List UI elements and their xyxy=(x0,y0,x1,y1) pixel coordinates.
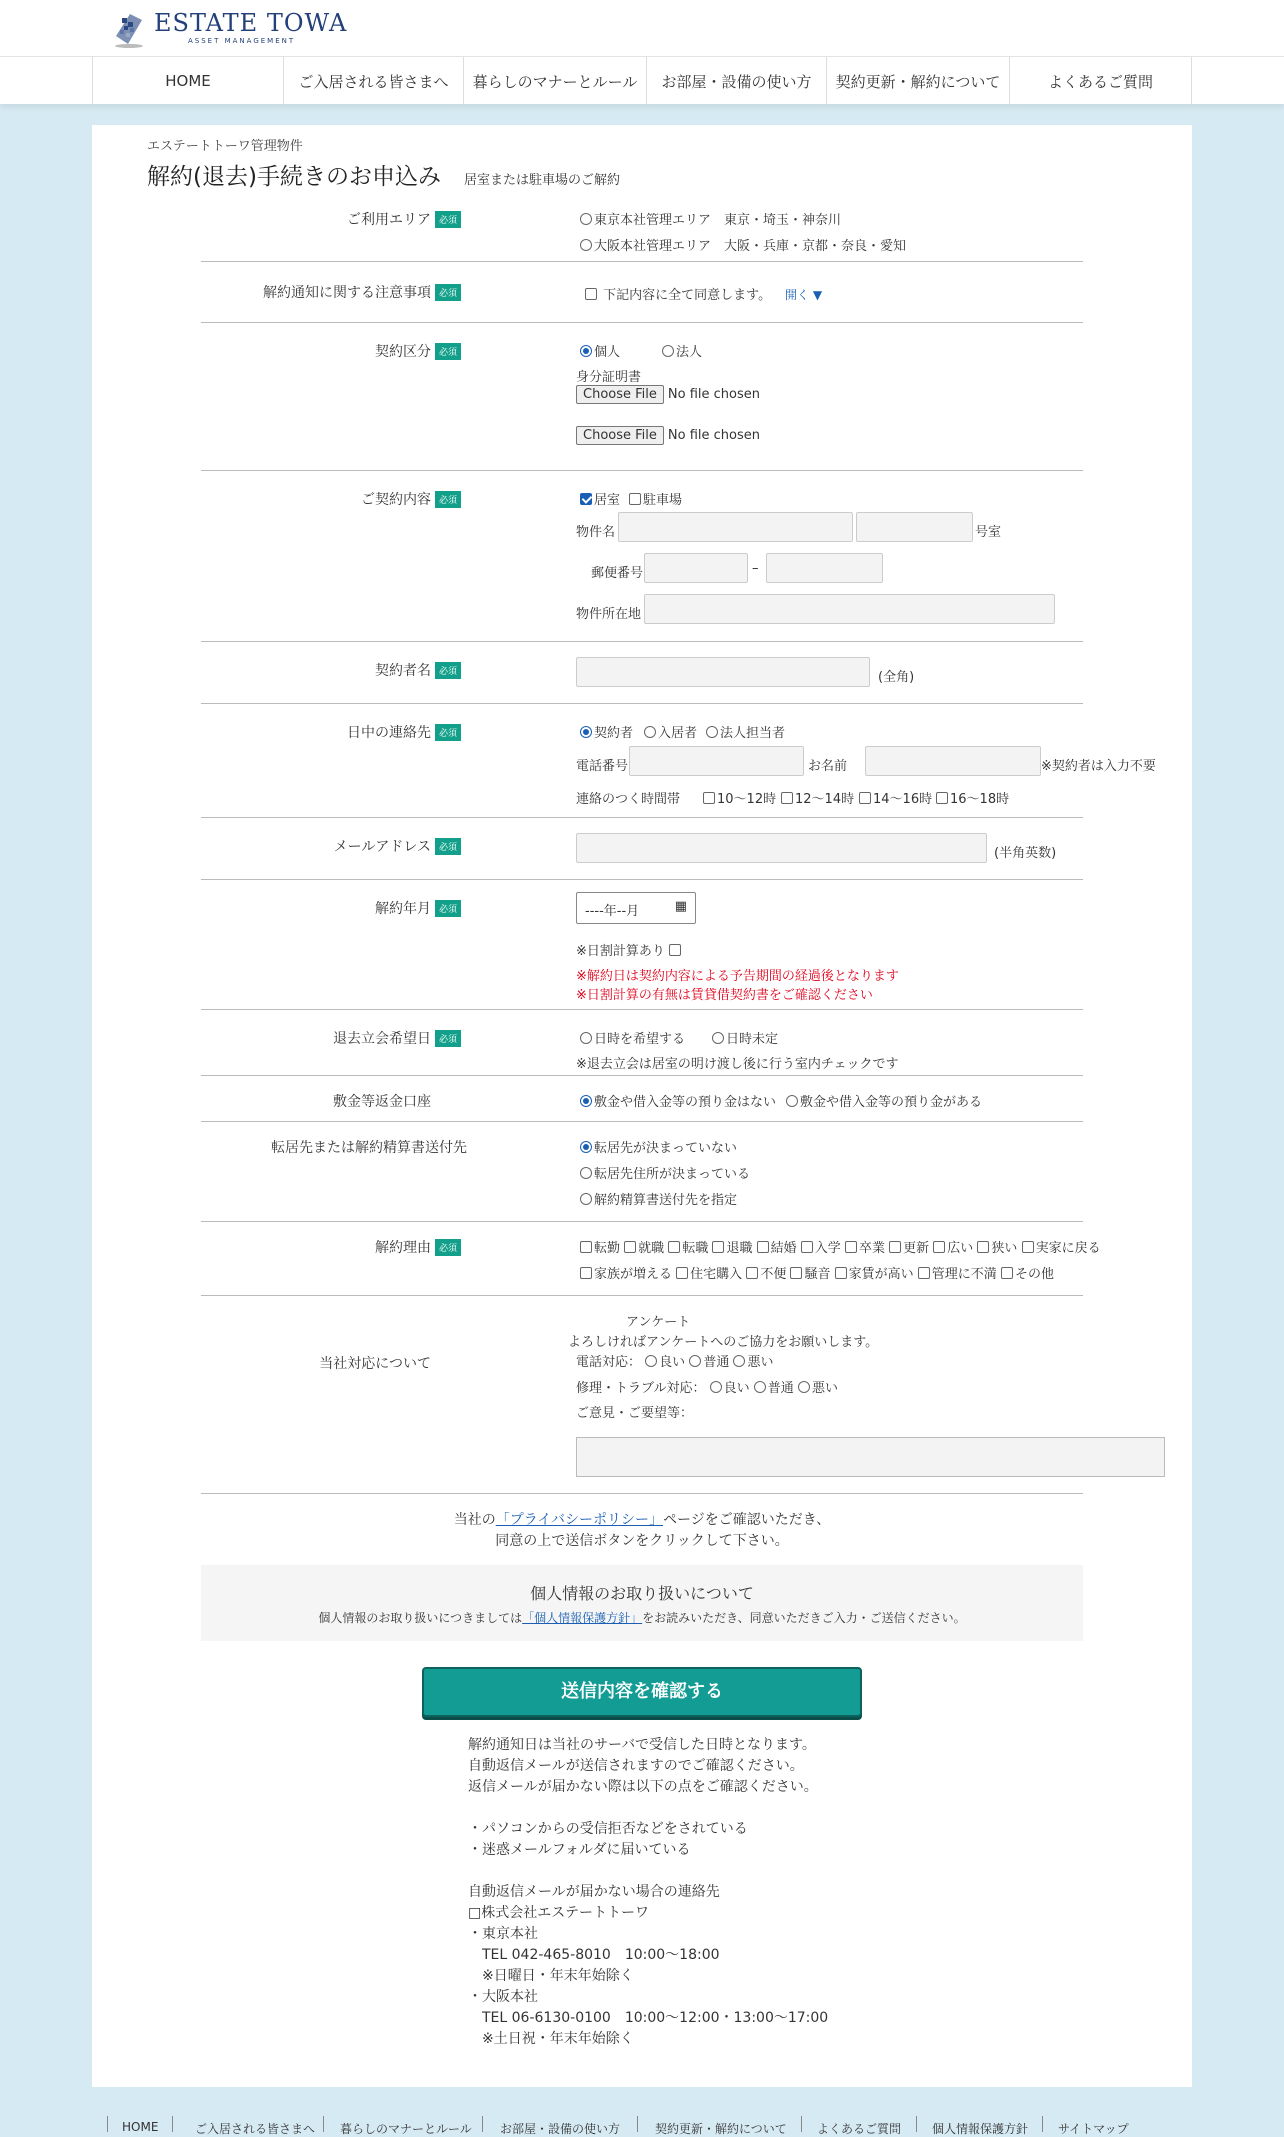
reason-row2 xyxy=(580,1263,1054,1282)
reason-narrow-checkbox[interactable]: 狭い xyxy=(977,1241,1017,1256)
reason-inconvenient-checkbox[interactable]: 不便 xyxy=(746,1267,786,1282)
zip-first-input[interactable] xyxy=(644,553,748,583)
row-forward-address xyxy=(201,1122,1083,1222)
email-label: メールアドレス xyxy=(333,839,431,855)
notice-agree-checkbox[interactable]: 下記内容に全て同意します。 xyxy=(585,284,771,303)
area-label: ご利用エリア xyxy=(347,212,431,228)
required-badge: 必須 xyxy=(435,838,461,855)
id-file-input-1[interactable]: Choose File No file chosen xyxy=(576,385,760,404)
contact-resident-radio[interactable]: 入居者 xyxy=(644,722,697,741)
row-contract-content xyxy=(201,471,1083,642)
privacy-title: 個人情報のお取り扱いについて xyxy=(530,1584,754,1603)
area-osaka-radio[interactable]: 大阪本社管理エリア 大阪・兵庫・京都・奈良・愛知 xyxy=(580,235,906,254)
reason-graduate-checkbox[interactable]: 卒業 xyxy=(845,1241,885,1256)
repair-normal-radio[interactable]: 普通 xyxy=(754,1381,794,1396)
time-10-12-checkbox[interactable]: 10～12時 xyxy=(703,788,776,807)
moveout-date-radio[interactable]: 日時を希望する xyxy=(580,1028,685,1047)
cancel-warning-2: ※日割計算の有無は賃貸借契約書をご確認ください xyxy=(576,988,873,1003)
row-area xyxy=(201,199,1083,262)
zip-label: 郵便番号 xyxy=(591,566,644,581)
property-name-input[interactable] xyxy=(618,512,853,542)
phone-good-radio[interactable]: 良い xyxy=(645,1355,685,1370)
id-file-input-2[interactable]: Choose File No file chosen xyxy=(576,426,760,445)
survey-label: 当社対応について xyxy=(319,1356,431,1372)
reason-family-checkbox[interactable]: 家族が増える xyxy=(580,1267,672,1282)
required-badge: 必須 xyxy=(435,1239,461,1256)
required-badge: 必須 xyxy=(435,284,461,301)
reason-label: 解約理由 xyxy=(375,1240,431,1256)
row-contractor-name xyxy=(201,642,1083,704)
row-survey xyxy=(201,1296,1083,1494)
confirm-submit-button[interactable]: 送信内容を確認する xyxy=(422,1667,862,1717)
person-name-label: お名前 xyxy=(808,759,848,774)
page-title: 解約(退去)手続きのお申込み xyxy=(147,164,441,190)
privacy-protection-link[interactable]: 「個人情報保護方針」 xyxy=(522,1611,643,1625)
privacy-text: 個人情報のお取り扱いにつきましては「個人情報保護方針」をお読みいただき、同意いただきご入力・ご送信ください。 xyxy=(318,1611,966,1625)
row-notice xyxy=(201,262,1083,323)
reason-employment-checkbox[interactable]: 就職 xyxy=(624,1241,664,1256)
submission-notes: 解約通知日は当社のサーバで受信した日時となります。 自動返信メールが送信されますのでご確認ください。 返信メールが届かない際は以下の点をご確認ください。 ・パソコンからの受信拒否などをされている ・迷惑メールフォルダに届いている 自動返信メールが届かない場合の連絡先 □株式会社エステートトーワ ・東京本社 TEL 042-465-8010 10:00～18:00 ※日曜日・年末年始除く ・大阪本社 TEL 06-6130-0100 10:00～12:00・13:00～17:00 ※土日祝・年末年始除く xyxy=(468,1737,829,2047)
zip-dash: – xyxy=(752,561,759,576)
time-12-14-checkbox[interactable]: 12～14時 xyxy=(781,788,854,807)
nav-renewal-cancel[interactable]: 契約更新・解約について xyxy=(827,57,1010,105)
nav-residents[interactable]: ご入居される皆さまへ xyxy=(284,57,464,105)
email-input[interactable] xyxy=(576,833,987,863)
row-email xyxy=(201,818,1083,880)
reason-transfer-checkbox[interactable]: 転勤 xyxy=(580,1241,620,1256)
time-16-18-checkbox[interactable]: 16～18時 xyxy=(936,788,1009,807)
reason-rent-high-checkbox[interactable]: 家賃が高い xyxy=(835,1267,914,1282)
reason-marriage-checkbox[interactable]: 結婚 xyxy=(757,1241,797,1256)
reason-enroll-checkbox[interactable]: 入学 xyxy=(801,1241,841,1256)
property-address-input[interactable] xyxy=(644,594,1055,624)
zip-second-input[interactable] xyxy=(766,553,883,583)
contact-corp-staff-radio[interactable]: 法人担当者 xyxy=(706,722,785,741)
contact-contractor-radio[interactable]: 契約者 xyxy=(580,722,633,741)
person-name-note: ※契約者は入力不要 xyxy=(1041,759,1156,774)
property-address-label: 物件所在地 xyxy=(576,607,642,622)
property-name-label: 物件名 xyxy=(576,525,616,540)
reason-row1 xyxy=(580,1237,1101,1256)
required-badge: 必須 xyxy=(435,662,461,679)
contract-type-corporate-radio[interactable]: 法人 xyxy=(662,341,702,360)
reason-buy-house-checkbox[interactable]: 住宅購入 xyxy=(676,1267,742,1282)
moveout-label: 退去立会希望日 xyxy=(333,1031,431,1047)
phone-label: 電話番号 xyxy=(576,759,629,774)
email-hint: (半角英数) xyxy=(994,846,1057,861)
daytime-contact-label: 日中の連絡先 xyxy=(347,725,431,741)
survey-phone: 電話対応： 良い 普通 悪い xyxy=(576,1355,774,1370)
footer-renewal[interactable]: 契約更新・解約について xyxy=(655,2122,787,2136)
reason-return-home-checkbox[interactable]: 実家に戻る xyxy=(1022,1241,1101,1256)
footer-sitemap[interactable]: サイトマップ xyxy=(1058,2122,1129,2136)
nav-faq[interactable]: よくあるご質問 xyxy=(1010,57,1192,105)
footer-manners[interactable]: 暮らしのマナーとルール xyxy=(340,2122,472,2136)
reason-renewal-checkbox[interactable]: 更新 xyxy=(889,1241,929,1256)
main-nav xyxy=(0,56,1284,104)
deposit-none-radio[interactable]: 敷金や借入金等の預り金はない xyxy=(580,1091,776,1110)
room-suffix-label: 号室 xyxy=(975,525,1002,540)
page-note: 居室または駐車場のご解約 xyxy=(464,173,621,188)
reason-management-checkbox[interactable]: 管理に不満 xyxy=(918,1267,997,1282)
privacy-box xyxy=(201,1565,1083,1641)
cancel-warning-1: ※解約日は契約内容による予告期間の経過後となります xyxy=(576,969,899,984)
policy-text: 当社の「プライバシーポリシー」ページをご確認いただき、 同意の上で送信ボタンをクリックして下さい。 xyxy=(453,1512,831,1549)
notice-open-toggle[interactable]: 開く ▼ xyxy=(785,288,823,302)
nav-home[interactable]: HOME xyxy=(93,57,284,105)
cancel-month-label: 解約年月 xyxy=(375,901,431,917)
logo-icon xyxy=(112,6,146,48)
contract-room-checkbox[interactable]: 居室 xyxy=(580,489,620,508)
forward-specify-radio[interactable]: 解約精算書送付先を指定 xyxy=(580,1189,737,1208)
forward-undecided-radio[interactable]: 転居先が決まっていない xyxy=(580,1137,737,1156)
survey-title: アンケート xyxy=(626,1315,691,1330)
footer-nav xyxy=(0,2110,1284,2136)
row-reason xyxy=(201,1222,1101,1296)
contract-content-label: ご契約内容 xyxy=(361,492,431,508)
required-badge: 必須 xyxy=(435,211,461,228)
cancel-month-input[interactable]: ----年--月 ▦ xyxy=(576,892,696,924)
repair-good-radio[interactable]: 良い xyxy=(710,1381,750,1396)
company-logo[interactable] xyxy=(112,6,347,48)
required-badge: 必須 xyxy=(435,900,461,917)
row-daytime-contact xyxy=(201,704,1156,818)
row-contract-type xyxy=(201,323,1083,471)
moveout-note: ※退去立会は居室の明け渡し後に行う室内チェックです xyxy=(576,1057,899,1072)
reason-jobchange-checkbox[interactable]: 転職 xyxy=(668,1241,708,1256)
required-badge: 必須 xyxy=(435,1030,461,1047)
required-badge: 必須 xyxy=(435,724,461,741)
forward-label: 転居先または解約精算書送付先 xyxy=(271,1140,467,1156)
required-badge: 必須 xyxy=(435,343,461,360)
row-moveout xyxy=(201,1010,1083,1076)
time-14-16-checkbox[interactable]: 14～16時 xyxy=(859,788,932,807)
row-deposit xyxy=(201,1076,1083,1122)
form-container xyxy=(92,125,1192,2087)
page-subtitle: エステートトーワ管理物件 xyxy=(147,139,303,154)
nav-manners[interactable]: 暮らしのマナーとルール xyxy=(464,57,647,105)
reason-noise-checkbox[interactable]: 騒音 xyxy=(790,1267,830,1282)
footer-faq[interactable]: よくあるご質問 xyxy=(817,2122,902,2136)
reason-retire-checkbox[interactable]: 退職 xyxy=(712,1241,752,1256)
contract-type-individual-radio[interactable]: 個人 xyxy=(580,341,620,360)
survey-intro: よろしければアンケートへのご協力をお願いします。 xyxy=(568,1335,879,1350)
survey-repair: 修理・トラブル対応： 良い 普通 悪い xyxy=(576,1381,838,1396)
footer-home[interactable]: HOME xyxy=(122,2120,159,2134)
opinion-textarea[interactable] xyxy=(576,1437,1165,1477)
nav-room-equipment[interactable]: お部屋・設備の使い方 xyxy=(647,57,827,105)
row-cancel-month xyxy=(201,880,1083,1010)
footer-residents[interactable]: ご入居される皆さまへ xyxy=(195,2122,316,2136)
deposit-yes-radio[interactable]: 敷金や借入金等の預り金がある xyxy=(786,1091,982,1110)
logo-main-text: ESTATE TOWA xyxy=(154,9,348,37)
contractor-name-input[interactable] xyxy=(576,657,870,687)
room-number-input[interactable] xyxy=(856,512,973,542)
forward-decided-radio[interactable]: 転居先住所が決まっている xyxy=(580,1163,750,1182)
area-tokyo-radio[interactable]: 東京本社管理エリア 東京・埼玉・神奈川 xyxy=(580,209,841,228)
contract-type-label: 契約区分 xyxy=(375,344,431,360)
id-document-label: 身分証明書 xyxy=(576,370,642,385)
privacy-policy-link[interactable]: 「プライバシーポリシー」 xyxy=(495,1512,664,1528)
phone-input[interactable] xyxy=(629,746,804,776)
footer-room[interactable]: お部屋・設備の使い方 xyxy=(500,2122,621,2136)
contractor-name-label: 契約者名 xyxy=(375,663,431,679)
moveout-undecided-radio[interactable]: 日時未定 xyxy=(712,1028,778,1047)
phone-bad-radio[interactable]: 悪い xyxy=(733,1355,773,1370)
opinion-label: ご意見・ご要望等： xyxy=(576,1406,694,1421)
phone-normal-radio[interactable]: 普通 xyxy=(689,1355,729,1370)
required-badge: 必須 xyxy=(435,491,461,508)
reason-other-checkbox[interactable]: その他 xyxy=(1001,1267,1054,1282)
logo-sub-text: ASSET MANAGEMENT xyxy=(188,37,296,45)
daily-calc-checkbox[interactable]: ※日割計算あり xyxy=(576,940,683,959)
repair-bad-radio[interactable]: 悪い xyxy=(798,1381,838,1396)
top-header xyxy=(0,0,1284,56)
person-name-input[interactable] xyxy=(865,746,1041,776)
reason-wide-checkbox[interactable]: 広い xyxy=(933,1241,973,1256)
deposit-label: 敷金等返金口座 xyxy=(333,1094,431,1110)
notice-label: 解約通知に関する注意事項 xyxy=(263,285,431,301)
contractor-name-hint: (全角) xyxy=(878,670,915,685)
footer-privacy[interactable]: 個人情報保護方針 xyxy=(932,2122,1029,2136)
contract-parking-checkbox[interactable]: 駐車場 xyxy=(629,489,682,508)
contact-time-label: 連絡のつく時間帯 xyxy=(576,792,681,807)
calendar-icon: ▦ xyxy=(674,899,687,914)
